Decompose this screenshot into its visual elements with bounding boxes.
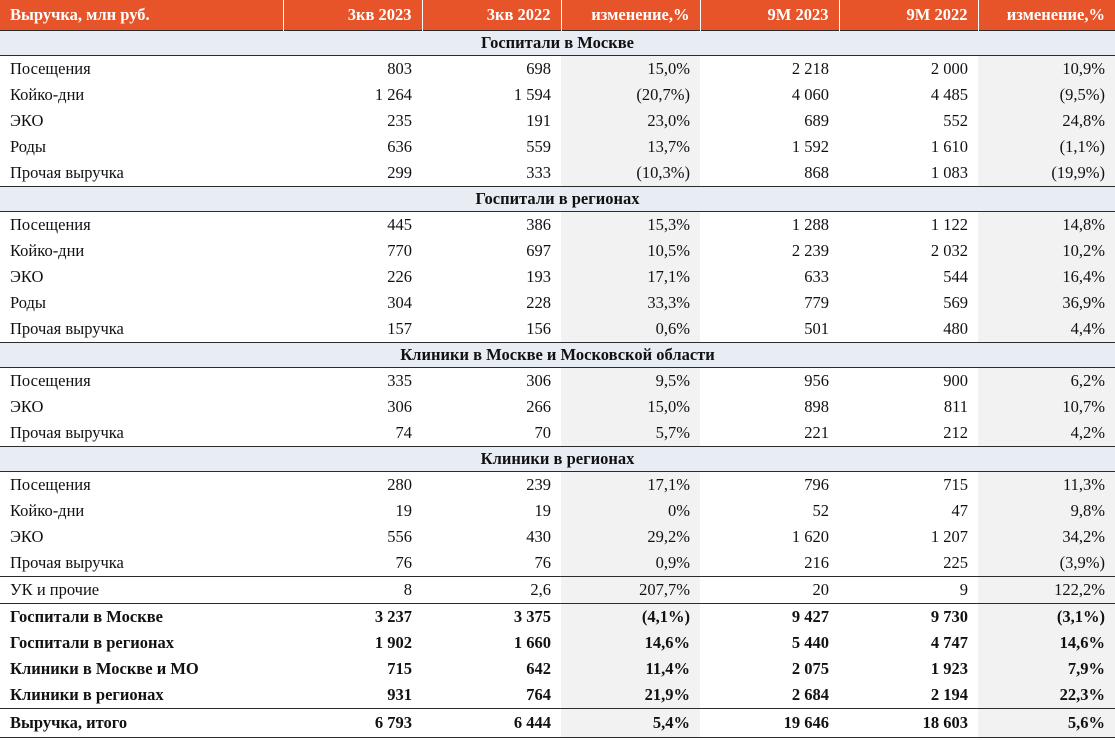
row-label: ЭКО [10,110,44,130]
q3-change-value: 15,0% [561,394,700,420]
total-row [0,682,1115,709]
row-label: УК и прочие [0,577,283,604]
q3-2022-value: 228 [526,292,551,312]
table-row [0,394,1115,420]
9m-2022-value: 4 485 [930,84,968,104]
q3-change-value: 13,7% [561,134,700,160]
q3-2022-value: 266 [526,396,551,416]
row-label: Госпитали в регионах [10,632,175,652]
q3-change-value: 29,2% [561,524,700,550]
q3-2023-value: 74 [395,422,412,442]
9m-2022-value: 2 194 [930,684,968,704]
q3-change-value: 14,6% [561,630,700,656]
table-row [0,134,1115,160]
q3-2022-value: 386 [526,214,551,234]
9m-change-value: (3,9%) [978,550,1115,577]
9m-change-value: 36,9% [978,290,1115,316]
q3-change-value: 5,4% [561,709,700,738]
9m-2022-value: 544 [943,266,968,286]
section-title: Клиники в Москве и Московской области [0,343,1115,368]
9m-2023-value: 956 [804,370,829,390]
header-change-quarter: изменение,% [561,0,700,31]
section-title: Госпитали в регионах [0,187,1115,212]
9m-change-value: (1,1%) [978,134,1115,160]
q3-2022-value: 697 [526,240,551,260]
row-label: ЭКО [10,526,44,546]
9m-2023-value: 19 646 [700,709,839,738]
9m-2023-value: 1 592 [791,136,829,156]
9m-change-value: 4,2% [978,420,1115,447]
table-row [0,108,1115,134]
q3-change-value: 23,0% [561,108,700,134]
q3-2023-value: 445 [387,214,412,234]
table-row [0,264,1115,290]
q3-2022-value: 430 [526,526,551,546]
section-title: Госпитали в Москве [0,31,1115,56]
q3-change-value: 5,7% [561,420,700,447]
q3-2023-value: 1 902 [374,632,412,652]
q3-2022-value: 156 [526,318,551,338]
row-label: Посещения [10,58,91,78]
9m-2022-value: 9 730 [930,606,968,626]
table-header-row [0,0,1115,31]
9m-change-value: (19,9%) [978,160,1115,187]
q3-2022-value: 642 [526,658,551,678]
total-row [0,656,1115,682]
9m-2022-value: 811 [943,396,968,416]
q3-2022-value: 76 [422,550,561,577]
row-label: Койко-дни [10,240,85,260]
q3-change-value: 0,6% [561,316,700,343]
q3-2023-value: 3 237 [374,606,412,626]
table-row [0,420,1115,447]
table-row [0,290,1115,316]
q3-2023-value: 1 264 [374,84,412,104]
table-row [0,498,1115,524]
table-row [0,472,1115,499]
row-label: Койко-дни [10,84,85,104]
total-row [0,604,1115,631]
row-label: Прочая выручка [0,550,283,577]
q3-2023-value: 715 [387,658,412,678]
q3-2022-value: 333 [526,162,551,182]
9m-2022-value: 480 [943,318,968,338]
table-row [0,316,1115,343]
header-label: Выручка, млн руб. [0,0,283,31]
section-header-row [0,31,1115,56]
9m-change-value: 16,4% [978,264,1115,290]
q3-change-value: 207,7% [561,577,700,604]
q3-2023-value: 157 [387,318,412,338]
grand-total-row [0,709,1115,738]
9m-2022-value: 569 [943,292,968,312]
q3-2022-value: 698 [526,58,551,78]
row-label: Посещения [10,214,91,234]
9m-2023-value: 633 [804,266,829,286]
q3-change-value: (10,3%) [561,160,700,187]
q3-2023-value: 6 793 [283,709,422,738]
q3-2023-value: 280 [387,474,412,494]
9m-2023-value: 221 [804,422,829,442]
9m-2023-value: 779 [804,292,829,312]
9m-2023-value: 898 [804,396,829,416]
header-q3-2023: 3кв 2023 [283,0,422,31]
q3-2022-value: 764 [526,684,551,704]
q3-change-value: 9,5% [561,368,700,395]
9m-change-value: 11,3% [978,472,1115,499]
9m-2022-value: 225 [839,550,978,577]
total-row [0,630,1115,656]
9m-2022-value: 2 000 [930,58,968,78]
q3-2023-value: 19 [395,500,412,520]
9m-2022-value: 1 610 [930,136,968,156]
row-label: Посещения [10,474,91,494]
q3-2023-value: 226 [387,266,412,286]
q3-2022-value: 70 [534,422,551,442]
q3-2023-value: 76 [283,550,422,577]
q3-change-value: 15,3% [561,212,700,239]
row-label: ЭКО [10,266,44,286]
9m-change-value: 10,9% [978,56,1115,83]
q3-2023-value: 306 [387,396,412,416]
q3-2023-value: 803 [387,58,412,78]
section-header-row [0,187,1115,212]
9m-change-value: 34,2% [978,524,1115,550]
9m-2023-value: 216 [700,550,839,577]
table-row [0,56,1115,83]
q3-change-value: 15,0% [561,56,700,83]
q3-2023-value: 335 [387,370,412,390]
row-label: Госпитали в Москве [10,606,163,626]
table-row [0,160,1115,187]
section-title: Клиники в регионах [0,447,1115,472]
9m-change-value: 7,9% [978,656,1115,682]
9m-2022-value: 1 122 [930,214,968,234]
row-label: Койко-дни [10,500,85,520]
q3-change-value: (20,7%) [561,82,700,108]
row-label: Прочая выручка [10,422,124,442]
q3-change-value: 17,1% [561,472,700,499]
q3-2023-value: 235 [387,110,412,130]
9m-change-value: 14,6% [978,630,1115,656]
9m-change-value: 10,7% [978,394,1115,420]
header-9m-2022: 9M 2022 [839,0,978,31]
q3-2023-value: 299 [387,162,412,182]
9m-2022-value: 900 [943,370,968,390]
header-change-9m: изменение,% [978,0,1115,31]
9m-2023-value: 796 [804,474,829,494]
9m-2022-value: 1 083 [930,162,968,182]
9m-2023-value: 9 427 [791,606,829,626]
q3-2022-value: 1 594 [513,84,551,104]
9m-2022-value: 47 [951,500,968,520]
9m-2022-value: 1 207 [930,526,968,546]
9m-2023-value: 52 [812,500,829,520]
q3-2022-value: 3 375 [513,606,551,626]
9m-change-value: 6,2% [978,368,1115,395]
q3-2022-value: 191 [526,110,551,130]
q3-2022-value: 1 660 [513,632,551,652]
row-label: Клиники в Москве и МО [10,658,199,678]
9m-2023-value: 5 440 [791,632,829,652]
9m-2022-value: 715 [943,474,968,494]
9m-2022-value: 18 603 [839,709,978,738]
q3-2022-value: 2,6 [422,577,561,604]
9m-change-value: 22,3% [978,682,1115,709]
q3-2023-value: 931 [387,684,412,704]
9m-change-value: 14,8% [978,212,1115,239]
9m-2023-value: 2 684 [791,684,829,704]
row-label: Роды [10,292,47,312]
row-label: Прочая выручка [10,318,124,338]
q3-2022-value: 6 444 [422,709,561,738]
q3-2023-value: 556 [387,526,412,546]
q3-2023-value: 304 [387,292,412,312]
9m-2023-value: 1 288 [791,214,829,234]
9m-2023-value: 2 218 [791,58,829,78]
table-row [0,238,1115,264]
9m-change-value: 5,6% [978,709,1115,738]
q3-change-value: 0% [561,498,700,524]
row-label: Роды [10,136,47,156]
q3-2023-value: 770 [387,240,412,260]
9m-2022-value: 1 923 [930,658,968,678]
9m-change-value: 4,4% [978,316,1115,343]
9m-2022-value: 212 [943,422,968,442]
table-row [0,550,1115,577]
q3-change-value: 21,9% [561,682,700,709]
q3-change-value: 10,5% [561,238,700,264]
9m-2023-value: 689 [804,110,829,130]
q3-2022-value: 239 [526,474,551,494]
q3-change-value: 11,4% [561,656,700,682]
9m-change-value: 9,8% [978,498,1115,524]
q3-2022-value: 306 [526,370,551,390]
q3-change-value: 0,9% [561,550,700,577]
9m-2023-value: 4 060 [791,84,829,104]
q3-2022-value: 19 [534,500,551,520]
header-9m-2023: 9M 2023 [700,0,839,31]
9m-2022-value: 4 747 [930,632,968,652]
9m-change-value: (9,5%) [978,82,1115,108]
9m-2023-value: 868 [804,162,829,182]
9m-change-value: 24,8% [978,108,1115,134]
section-header-row [0,447,1115,472]
9m-change-value: (3,1%) [978,604,1115,631]
9m-2023-value: 2 075 [791,658,829,678]
row-label: Прочая выручка [10,162,124,182]
table-row [0,212,1115,239]
row-label: Клиники в регионах [10,684,164,704]
q3-change-value: 33,3% [561,290,700,316]
header-q3-2022: 3кв 2022 [422,0,561,31]
table-row [0,368,1115,395]
9m-2022-value: 2 032 [930,240,968,260]
table-row [0,524,1115,550]
q3-2023-value: 636 [387,136,412,156]
q3-2022-value: 193 [526,266,551,286]
9m-2022-value: 552 [943,110,968,130]
9m-2023-value: 2 239 [791,240,829,260]
q3-change-value: 17,1% [561,264,700,290]
9m-change-value: 122,2% [978,577,1115,604]
q3-change-value: (4,1%) [561,604,700,631]
other-row [0,577,1115,604]
9m-2023-value: 501 [804,318,829,338]
9m-2023-value: 20 [700,577,839,604]
row-label: ЭКО [10,396,44,416]
row-label: Посещения [10,370,91,390]
9m-2023-value: 1 620 [791,526,829,546]
9m-change-value: 10,2% [978,238,1115,264]
q3-2023-value: 8 [283,577,422,604]
9m-2022-value: 9 [839,577,978,604]
table-row [0,82,1115,108]
q3-2022-value: 559 [526,136,551,156]
row-label: Выручка, итого [0,709,283,738]
section-header-row [0,343,1115,368]
